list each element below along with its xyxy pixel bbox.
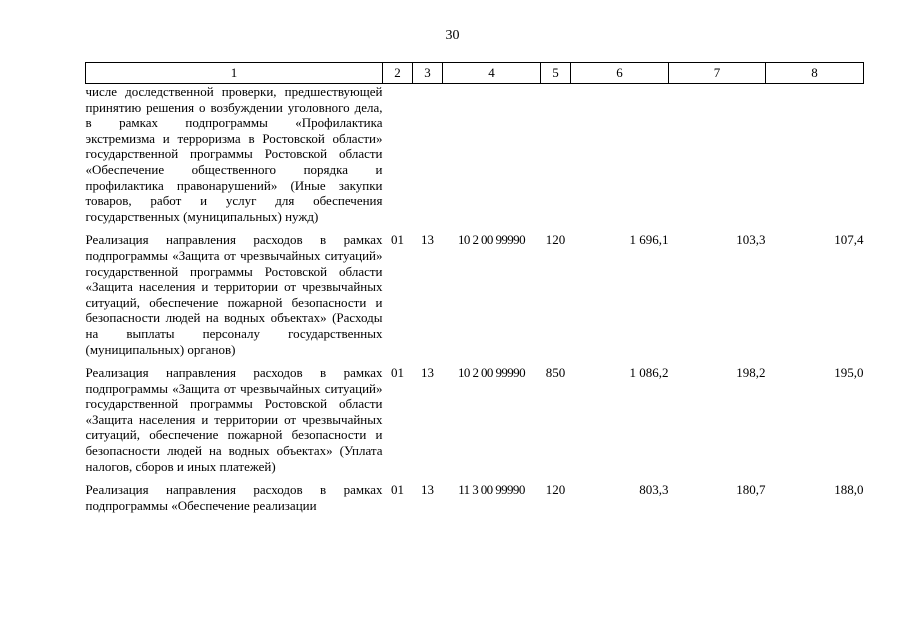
row-vr: 850	[545, 365, 566, 381]
row-description: Реализация направления расходов в рамках подпрограммы «Защита от чрезвычайных ситуаций» государственной программы Ростовской области «Защита населения и территории от чрезвычайных ситуаций, обеспечение пожарной безопасности и безопасности людей на водных объектах» (Уплата налогов, сборов и иных платежей)	[85, 365, 383, 474]
row-rz: 01	[391, 482, 404, 498]
row-vr: 120	[545, 482, 566, 498]
continuation-description: числе доследственной проверки, предшествующей принятию решения о возбуждении уголовного дела, в рамках подпрограммы «Профилактика экстремизма и терроризма в Ростовской области» государственной программы Ростовской области «Обеспечение общественного порядка и профилактика правонарушений» (Иные закупки товаров, работ и услуг для обеспечения государственных (муниципальных) нужд)	[85, 84, 383, 224]
header-cell-2: 2	[383, 63, 413, 84]
row-vr: 120	[545, 232, 566, 248]
header-cell-1: 1	[86, 63, 383, 84]
row-sum-1: 1 696,1	[629, 232, 669, 248]
header-cell-8: 8	[766, 63, 864, 84]
table-row	[86, 365, 864, 482]
row-csr: 10 2 00 99990	[458, 232, 525, 248]
row-rz: 01	[391, 232, 404, 248]
table-row-continuation	[86, 84, 864, 233]
header-cell-5: 5	[541, 63, 571, 84]
row-sum-1: 1 086,2	[629, 365, 669, 381]
row-sum-3: 195,0	[834, 365, 864, 381]
table-row	[86, 232, 864, 365]
budget-table	[85, 62, 864, 521]
row-pr: 13	[421, 482, 434, 498]
row-sum-2: 103,3	[736, 232, 766, 248]
header-cell-4: 4	[443, 63, 541, 84]
header-cell-7: 7	[669, 63, 766, 84]
header-cell-3: 3	[413, 63, 443, 84]
page-number: 30	[445, 28, 460, 43]
row-sum-1: 803,3	[639, 482, 669, 498]
row-sum-2: 198,2	[736, 365, 766, 381]
row-csr: 11 3 00 99990	[458, 482, 525, 498]
table-row	[86, 482, 864, 521]
row-csr: 10 2 00 99990	[458, 365, 525, 381]
header-row	[86, 63, 864, 84]
row-sum-3: 188,0	[834, 482, 864, 498]
row-sum-3: 107,4	[834, 232, 864, 248]
row-description: Реализация направления расходов в рамках подпрограммы «Обеспечение реализации	[85, 482, 383, 513]
row-description: Реализация направления расходов в рамках подпрограммы «Защита от чрезвычайных ситуаций» государственной программы Ростовской области «Защита населения и территории от чрезвычайных ситуаций, обеспечение пожарной безопасности и безопасности людей на водных объектах» (Расходы на выплаты персоналу государственных (муниципальных) органов)	[85, 232, 383, 357]
row-pr: 13	[421, 365, 434, 381]
row-rz: 01	[391, 365, 404, 381]
row-sum-2: 180,7	[736, 482, 766, 498]
header-cell-6: 6	[571, 63, 669, 84]
row-pr: 13	[421, 232, 434, 248]
